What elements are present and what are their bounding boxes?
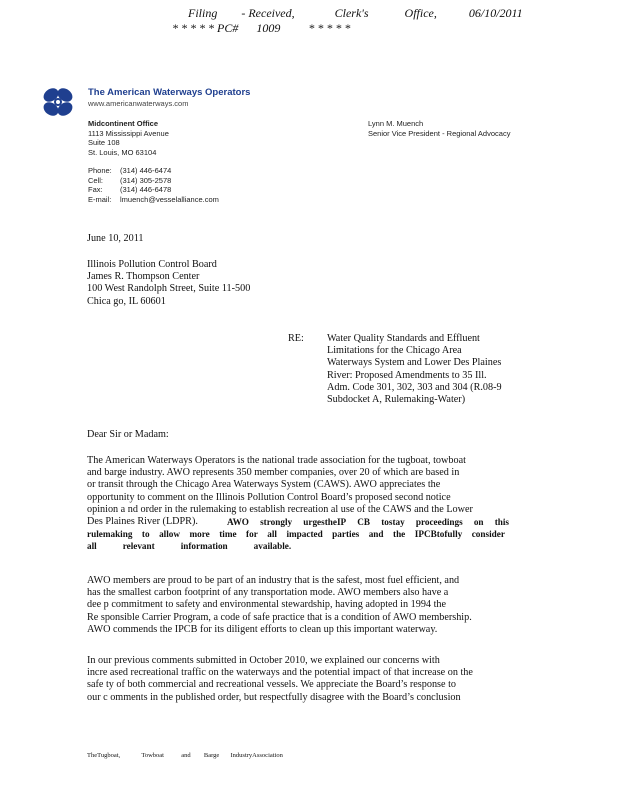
bold-word: information [180, 541, 228, 552]
bold-word: allow [159, 529, 180, 540]
paragraph-line: AWO members are proud to be part of an industry that is the safest, most fuel efficient, and [87, 575, 460, 586]
re-line: River: Proposed Amendments to 35 Ill. [327, 369, 487, 381]
paragraph-line: In our previous comments submitted in October 2010, we explained our concerns with [87, 655, 440, 666]
paragraph-line: and barge industry. AWO represents 350 member companies, over 20 of which are based in [87, 467, 460, 479]
contact-label: Fax: [88, 185, 103, 194]
contact-row [88, 176, 219, 186]
stamp-date: 06/10/2011 [468, 6, 523, 20]
bold-word: parties [332, 529, 360, 540]
paragraph-line: Re sponsible Carrier Program, a code of safe practice that is a condition of AWO membership. [87, 611, 472, 623]
awo-logo-icon [40, 84, 76, 120]
bold-word: available. [253, 541, 292, 552]
bold-word: CB [357, 517, 371, 528]
footer-word: TheTugboat, [87, 752, 121, 759]
contact-value: (314) 446-6474 [120, 166, 172, 175]
bold-word: the [393, 529, 406, 540]
signer-title: Senior Vice President - Regional Advocacy [368, 128, 511, 138]
filing-stamp-line1 [188, 6, 523, 21]
recipient-line: Illinois Pollution Control Board [87, 259, 217, 270]
signer-name: Lynn M. Muench [368, 119, 424, 128]
office-block [88, 119, 169, 157]
paragraph-text: Des Plaines River (LDPR). [87, 516, 198, 528]
bold-word: more [189, 529, 210, 540]
contact-row [88, 195, 219, 205]
paragraph-line: has the smallest carbon footprint of any transportation mode. AWO members also have a [87, 587, 449, 599]
paragraph-line: opinion a nd order in the rulemaking to establish recreation al use of the CAWS and the Lower [87, 503, 473, 515]
re-line: Limitations for the Chicago Area [327, 345, 462, 357]
address-line-1: 1113 Mississippi Avenue [88, 128, 169, 138]
letter-date: June 10, 2011 [87, 233, 144, 244]
stamp-received: - Received, [241, 6, 295, 20]
paragraph-3 [87, 655, 527, 704]
bold-word: this [494, 517, 509, 528]
paragraph-line: opportunity to comment on the Illinois Pollution Control Board’s proposed second notice [87, 491, 451, 503]
paragraph-line: The American Waterways Operators is the national trade association for the tugboat, towboat [87, 455, 466, 466]
paragraph-2 [87, 575, 527, 636]
contact-value: (314) 305-2578 [120, 175, 172, 185]
bold-word: all [267, 529, 277, 540]
bold-word: impacted [286, 529, 323, 540]
bold-word: all [87, 541, 97, 552]
bold-tail [227, 516, 509, 528]
bold-line-2 [87, 528, 505, 540]
paragraph-line: or transit through the Chicago Area Waterways System (CAWS). AWO appreciates the [87, 479, 441, 491]
re-line: Subdocket A, Rulemaking-Water) [327, 394, 466, 406]
paragraph-1 [87, 455, 527, 553]
recipient-line: Chica go, IL 60601 [87, 295, 166, 307]
recipient-line: 100 West Randolph Street, Suite 11-500 [87, 283, 251, 295]
office-name: Midcontinent Office [88, 119, 158, 128]
contact-label: Phone: [88, 166, 112, 175]
contact-row [88, 166, 219, 176]
bold-word: relevant [122, 541, 155, 552]
bold-word: consider [471, 529, 505, 540]
footer-word: IndustryAssociation [230, 752, 283, 759]
re-line: Waterways System and Lower Des Plaines [327, 357, 502, 369]
paragraph-line: our c omments in the published order, but respectfully disagree with the Board’s conclusion [87, 691, 461, 703]
paragraph-line: incre ased recreational traffic on the waterways and the potential impact of that increase on the [87, 667, 473, 679]
stamp-stars: * * * * * [308, 21, 351, 35]
bold-word: urgestheIP [303, 517, 347, 528]
footer-word: Barge [203, 752, 220, 759]
filing-stamp-line2 [172, 21, 350, 36]
contact-label: Cell: [88, 175, 104, 185]
email-link[interactable]: lmuench@vesselalliance.com [120, 194, 219, 204]
contact-value: (314) 446-6478 [120, 185, 172, 194]
bold-line-3 [87, 540, 527, 552]
stamp-pc-prefix: * * * * * PC# [172, 21, 239, 35]
address-line-2: Suite 108 [88, 138, 120, 147]
paragraph-line [87, 516, 527, 528]
contact-label: E-mail: [88, 194, 112, 204]
stamp-clerks: Clerk's [334, 6, 369, 20]
org-name: The American Waterways Operators [88, 87, 251, 98]
bold-word: rulemaking [87, 529, 133, 540]
paragraph-line: safe ty of both commercial and recreational vessels. We appreciate the Board’s response to [87, 679, 456, 691]
bold-word: AWO [227, 517, 249, 528]
bold-word: strongly [260, 517, 293, 528]
contact-row [88, 185, 219, 195]
recipient-address [87, 259, 250, 308]
contact-block [88, 166, 219, 204]
re-line: Adm. Code 301, 302, 303 and 304 (R.08-9 [327, 381, 502, 393]
bold-word: to [141, 529, 150, 540]
bold-word: for [246, 529, 258, 540]
address-line-3: St. Louis, MO 63104 [88, 147, 157, 157]
bold-word: on [473, 517, 484, 528]
paragraph-line: AWO commends the IPCB for its diligent efforts to clean up this important waterway. [87, 623, 438, 635]
bold-word: IPCBtofully [414, 529, 463, 540]
footer-word: and [181, 752, 191, 759]
re-subject [327, 333, 502, 406]
salutation: Dear Sir or Madam: [87, 429, 169, 440]
footer-tagline [87, 752, 283, 759]
bold-word: proceedings [415, 517, 463, 528]
stamp-pc-number: 1009 [256, 21, 281, 35]
re-label: RE: [288, 333, 304, 344]
bold-word: and [368, 529, 384, 540]
stamp-filing: Filing [188, 6, 218, 20]
stamp-office: Office, [404, 6, 437, 20]
bold-word: time [219, 529, 237, 540]
signer-block [368, 119, 510, 138]
recipient-line: James R. Thompson Center [87, 271, 200, 283]
paragraph-line: dee p commitment to safety and environmental stewardship, having adopted in 1994 the [87, 599, 447, 611]
footer-word: Towboat [141, 752, 164, 759]
org-website[interactable]: www.americanwaterways.com [88, 99, 189, 108]
re-line: Water Quality Standards and Effluent [327, 333, 480, 344]
bold-word: tostay [381, 517, 405, 528]
